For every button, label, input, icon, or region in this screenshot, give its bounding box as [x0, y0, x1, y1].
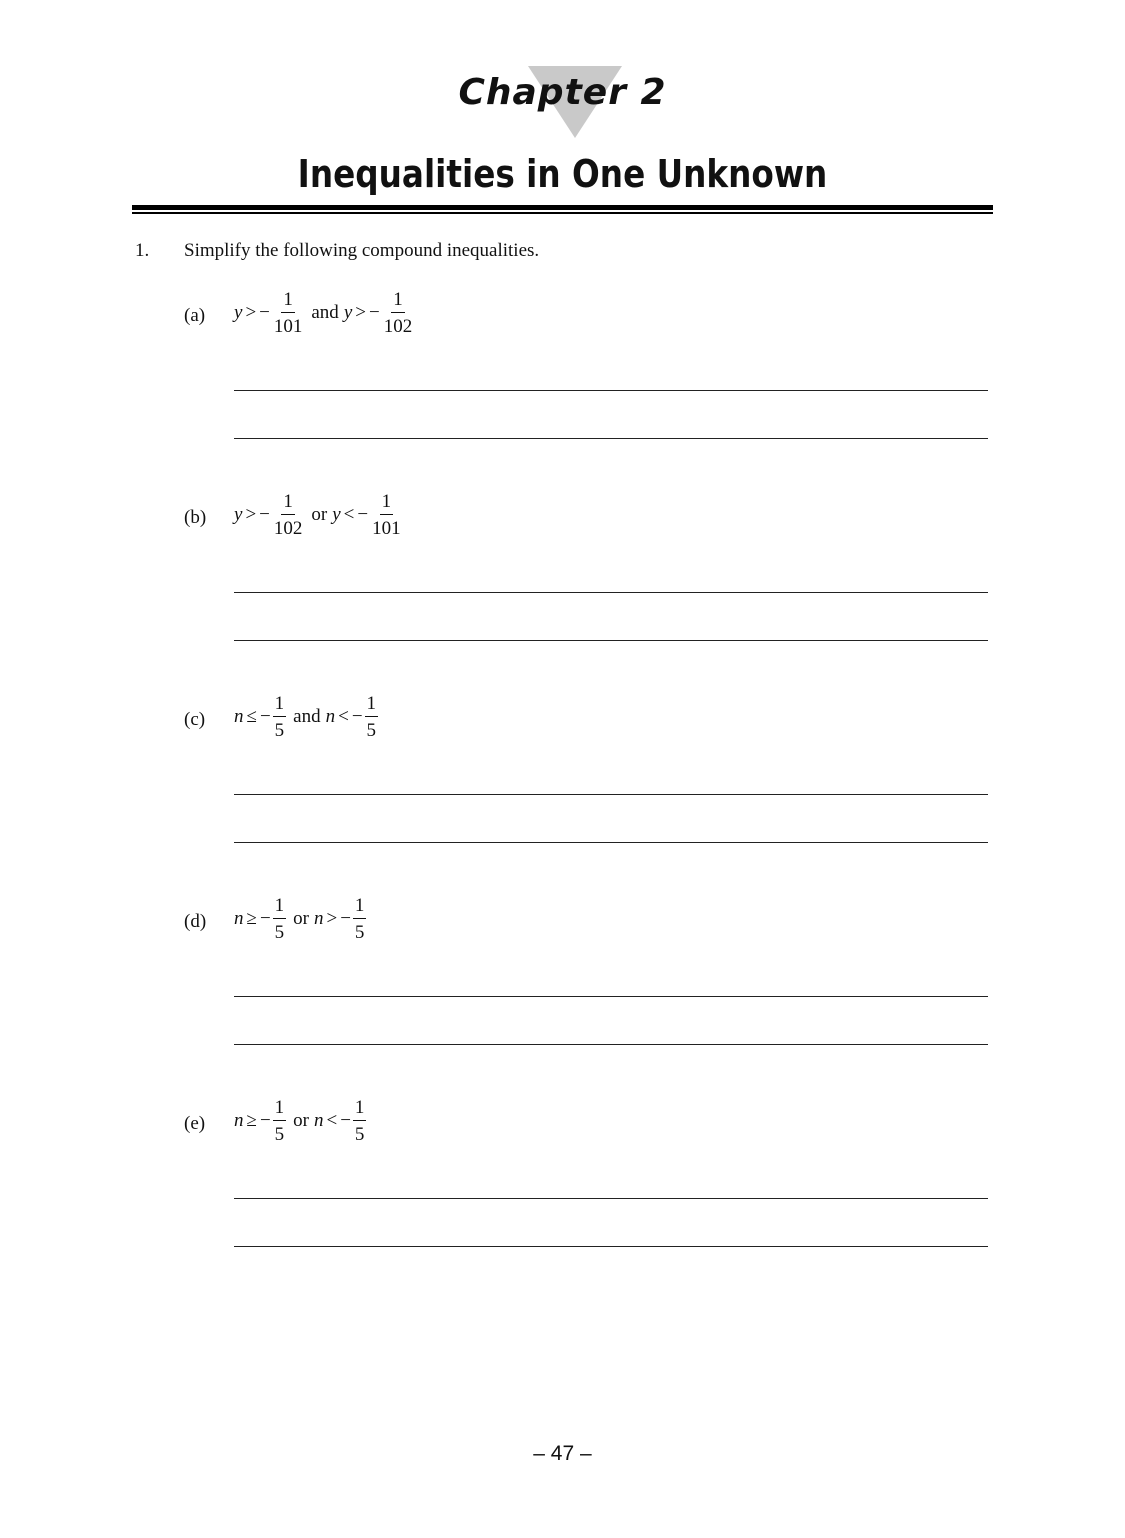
part-label: (b)	[184, 507, 207, 528]
part-e	[184, 1098, 1004, 1178]
answer-line[interactable]	[234, 1246, 988, 1247]
denominator: 5	[354, 1124, 365, 1145]
minus-sign: −	[259, 706, 271, 727]
answer-line[interactable]	[234, 996, 988, 997]
variable: n	[313, 908, 324, 929]
chapter-label: Chapter 2	[458, 72, 667, 113]
answer-line[interactable]	[234, 842, 988, 843]
answer-line[interactable]	[234, 390, 988, 391]
fraction	[353, 896, 367, 942]
denominator: 102	[383, 316, 413, 337]
connector: or	[311, 504, 328, 525]
variable: y	[332, 504, 341, 525]
minus-sign: −	[259, 908, 271, 929]
variable: n	[325, 706, 336, 727]
variable: y	[234, 504, 243, 525]
connector: and	[311, 302, 339, 323]
inequality-expression	[234, 896, 368, 942]
minus-sign: −	[340, 908, 351, 929]
operator: ≤	[246, 706, 257, 727]
header-rule-thick	[132, 205, 993, 210]
answer-line[interactable]	[234, 438, 988, 439]
answer-line[interactable]	[234, 1198, 988, 1199]
answer-line[interactable]	[234, 592, 988, 593]
inequality-expression	[234, 694, 380, 740]
denominator: 5	[274, 1124, 285, 1145]
denominator: 5	[366, 720, 377, 741]
denominator: 5	[274, 720, 285, 741]
inequality-expression	[234, 1098, 368, 1144]
fraction	[273, 1098, 287, 1144]
question-prompt: Simplify the following compound inequalities.	[184, 240, 540, 261]
fraction	[365, 694, 379, 740]
fraction	[353, 1098, 367, 1144]
inequality-expression	[234, 492, 405, 538]
numerator: 1	[273, 694, 287, 717]
variable: n	[313, 1110, 324, 1131]
answer-line[interactable]	[234, 640, 988, 641]
part-c	[184, 694, 1004, 774]
fraction	[273, 694, 287, 740]
variable: y	[343, 302, 353, 323]
denominator: 101	[372, 518, 401, 539]
operator: >	[355, 302, 366, 323]
part-label: (c)	[184, 709, 206, 730]
part-d	[184, 896, 1004, 976]
minus-sign: −	[357, 504, 369, 525]
minus-sign: −	[259, 302, 270, 323]
answer-line[interactable]	[234, 794, 988, 795]
denominator: 5	[354, 922, 365, 943]
minus-sign: −	[351, 706, 363, 727]
minus-sign: −	[340, 1110, 351, 1131]
operator: <	[326, 1110, 338, 1131]
numerator: 1	[281, 290, 295, 313]
numerator: 1	[365, 694, 379, 717]
chapter-title: Inequalities in One Unknown	[297, 152, 828, 196]
part-a	[184, 290, 1004, 370]
part-label: (d)	[184, 911, 207, 932]
operator: ≥	[246, 908, 257, 929]
fraction	[370, 492, 403, 538]
numerator: 1	[391, 290, 405, 313]
question-number: 1.	[135, 240, 150, 261]
minus-sign: −	[368, 302, 380, 323]
minus-sign: −	[259, 1110, 271, 1131]
page-number: – 47 –	[533, 1442, 592, 1465]
operator: <	[343, 504, 355, 525]
part-label: (e)	[184, 1113, 206, 1134]
operator: >	[326, 908, 338, 929]
connector: or	[293, 1110, 309, 1131]
fraction	[272, 492, 305, 538]
fraction	[382, 290, 415, 336]
part-b	[184, 492, 1004, 572]
variable: y	[234, 302, 243, 323]
denominator: 102	[273, 518, 303, 539]
variable: n	[234, 1110, 244, 1131]
connector: and	[293, 706, 321, 727]
connector: or	[293, 908, 309, 929]
operator: >	[245, 504, 257, 525]
numerator: 1	[273, 896, 287, 919]
answer-line[interactable]	[234, 1044, 988, 1045]
inequality-expression	[234, 290, 416, 336]
variable: n	[234, 908, 244, 929]
fraction	[273, 896, 287, 942]
part-label: (a)	[184, 305, 206, 326]
numerator: 1	[380, 492, 394, 515]
header-rule-thin	[132, 212, 993, 214]
denominator: 101	[273, 316, 303, 337]
variable: n	[234, 706, 244, 727]
operator: >	[245, 302, 257, 323]
minus-sign: −	[259, 504, 270, 525]
denominator: 5	[274, 922, 285, 943]
numerator: 1	[353, 1098, 367, 1121]
numerator: 1	[353, 896, 367, 919]
operator: <	[338, 706, 349, 727]
numerator: 1	[273, 1098, 287, 1121]
operator: ≥	[246, 1110, 257, 1131]
fraction	[272, 290, 305, 336]
numerator: 1	[281, 492, 295, 515]
